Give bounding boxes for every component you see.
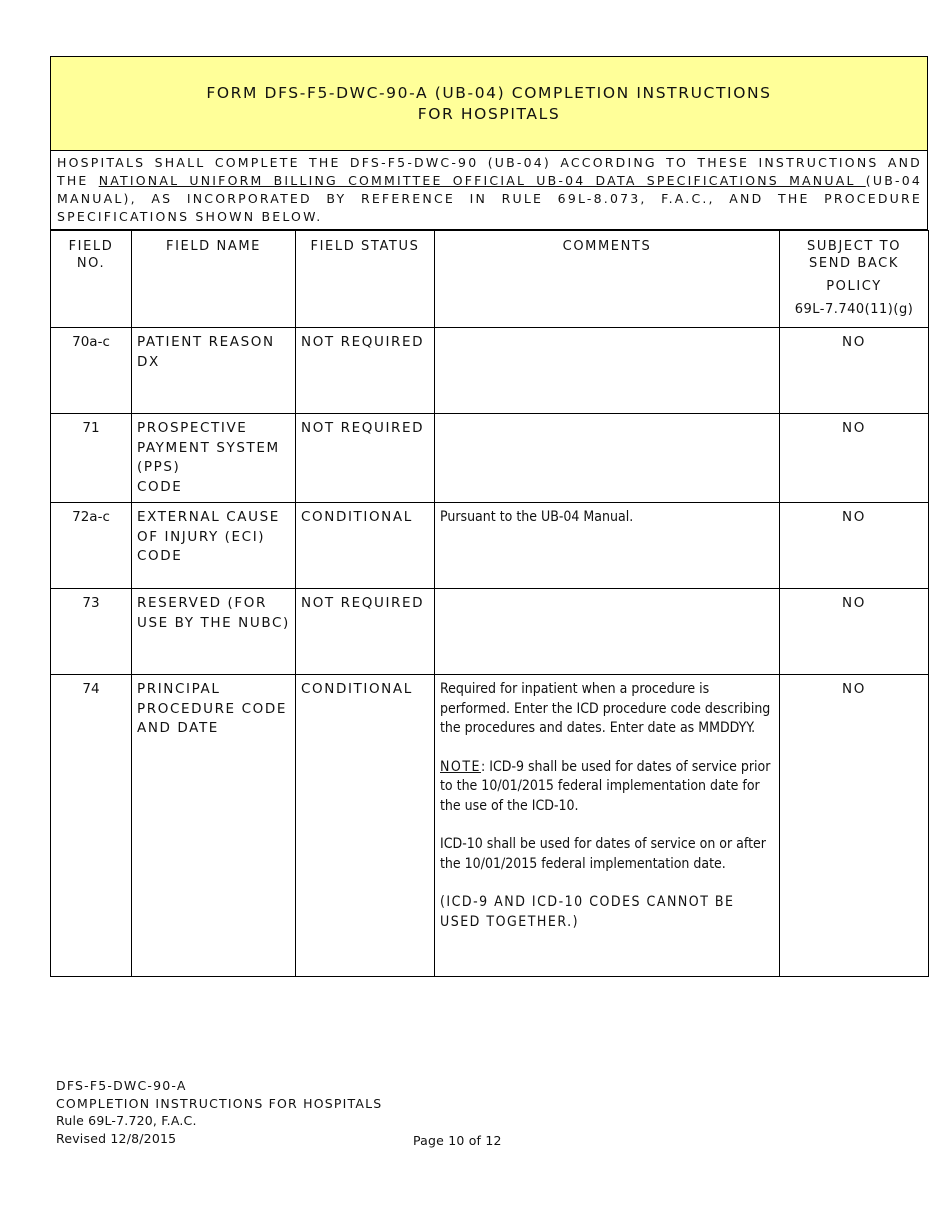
comments-note (440, 758, 774, 817)
row-field-name: EXTERNAL CAUSE OF INJURY (ECI) CODE (132, 503, 296, 589)
footer-rule: Rule 69L-7.720, F.A.C. (56, 1113, 197, 1128)
intro-text-part1: HOSPITALS SHALL COMPLETE THE DFS-F5-DWC-90 (UB-04) ACCORDING TO THESE INSTRUCTIONS AND THE (57, 155, 922, 188)
row-comments (435, 589, 780, 675)
table-row (51, 675, 929, 977)
manual-reference-link[interactable]: NATIONAL UNIFORM BILLING COMMITTEE OFFICIAL UB-04 DATA SPECIFICATIONS MANUAL (98, 173, 866, 188)
row-field-no: 70a-c (51, 328, 132, 414)
table-row (51, 414, 929, 503)
note-label: NOTE (440, 758, 481, 775)
header-field-no: FIELD NO. (51, 231, 132, 328)
row-field-no: 71 (51, 414, 132, 503)
form-title-box (50, 56, 928, 151)
form-title-line1: FORM DFS-F5-DWC-90-A (UB-04) COMPLETION INSTRUCTIONS (206, 83, 772, 102)
row-field-no: 72a-c (51, 503, 132, 589)
header-send-back-line1: SUBJECT TO SEND BACK (806, 239, 902, 271)
row-field-status: CONDITIONAL (296, 503, 435, 589)
row-field-name (132, 414, 296, 503)
row-send-back: NO (780, 675, 929, 977)
form-title-line2: FOR HOSPITALS (417, 104, 561, 123)
intro-paragraph (50, 151, 928, 230)
header-field-status: FIELD STATUS (296, 231, 435, 328)
comments-paragraph: ICD-10 shall be used for dates of service on or after the 10/01/2015 federal implementation date. (440, 836, 766, 872)
row-comments (435, 675, 780, 977)
row-field-status: NOT REQUIRED (296, 414, 435, 503)
row-field-name: PRINCIPAL PROCEDURE CODE AND DATE (132, 675, 296, 977)
row-send-back: NO (780, 503, 929, 589)
row-field-name: RESERVED (FOR USE BY THE NUBC) (132, 589, 296, 675)
header-send-back-line2: POLICY (826, 279, 882, 294)
comments-paragraph: (ICD-9 AND ICD-10 CODES CANNOT BE USED TOGETHER.) (440, 894, 735, 930)
note-text: : ICD-9 shall be used for dates of service prior to the 10/01/2015 federal implementation date for the use of the ICD-10. (440, 758, 771, 814)
row-comments: Pursuant to the UB-04 Manual. (435, 503, 780, 589)
row-field-no: 73 (51, 589, 132, 675)
row-send-back: NO (780, 589, 929, 675)
table-header-row (51, 231, 929, 328)
row-field-status: NOT REQUIRED (296, 589, 435, 675)
table-row (51, 503, 929, 589)
row-field-name-line1: PROSPECTIVE PAYMENT SYSTEM (PPS) (137, 420, 280, 475)
header-field-name: FIELD NAME (132, 231, 296, 328)
comments-paragraph: Required for inpatient when a procedure is performed. Enter the ICD procedure code describing the procedures and dates. Enter date as MMDDYY. (440, 681, 771, 736)
page-number: Page 10 of 12 (413, 1133, 502, 1148)
document-sheet (50, 56, 928, 977)
row-send-back: NO (780, 414, 929, 503)
row-comments (435, 328, 780, 414)
table-row (51, 328, 929, 414)
header-send-back (780, 231, 929, 328)
row-field-no: 74 (51, 675, 132, 977)
row-field-name: PATIENT REASON DX (132, 328, 296, 414)
row-field-status: NOT REQUIRED (296, 328, 435, 414)
header-comments: COMMENTS (435, 231, 780, 328)
footer-revised: Revised 12/8/2015 (56, 1130, 177, 1146)
row-comments (435, 414, 780, 503)
intro-text-part2: (UB-04 MANUAL), AS INCORPORATED BY REFERENCE IN RULE 69L-8.073, F.A.C., AND THE PROCEDURE SPECIFICATIONS SHOWN BELOW. (57, 173, 922, 224)
header-send-back-rule: 69L-7.740(11)(g) (794, 302, 914, 317)
page-footer (56, 1077, 382, 1147)
table-row (51, 589, 929, 675)
footer-form-name: COMPLETION INSTRUCTIONS FOR HOSPITALS (56, 1095, 383, 1111)
instructions-table (50, 230, 929, 977)
footer-form-id: DFS-F5-DWC-90-A (56, 1078, 187, 1093)
row-send-back: NO (780, 328, 929, 414)
row-field-status: CONDITIONAL (296, 675, 435, 977)
row-field-name-line2: CODE (137, 478, 183, 495)
